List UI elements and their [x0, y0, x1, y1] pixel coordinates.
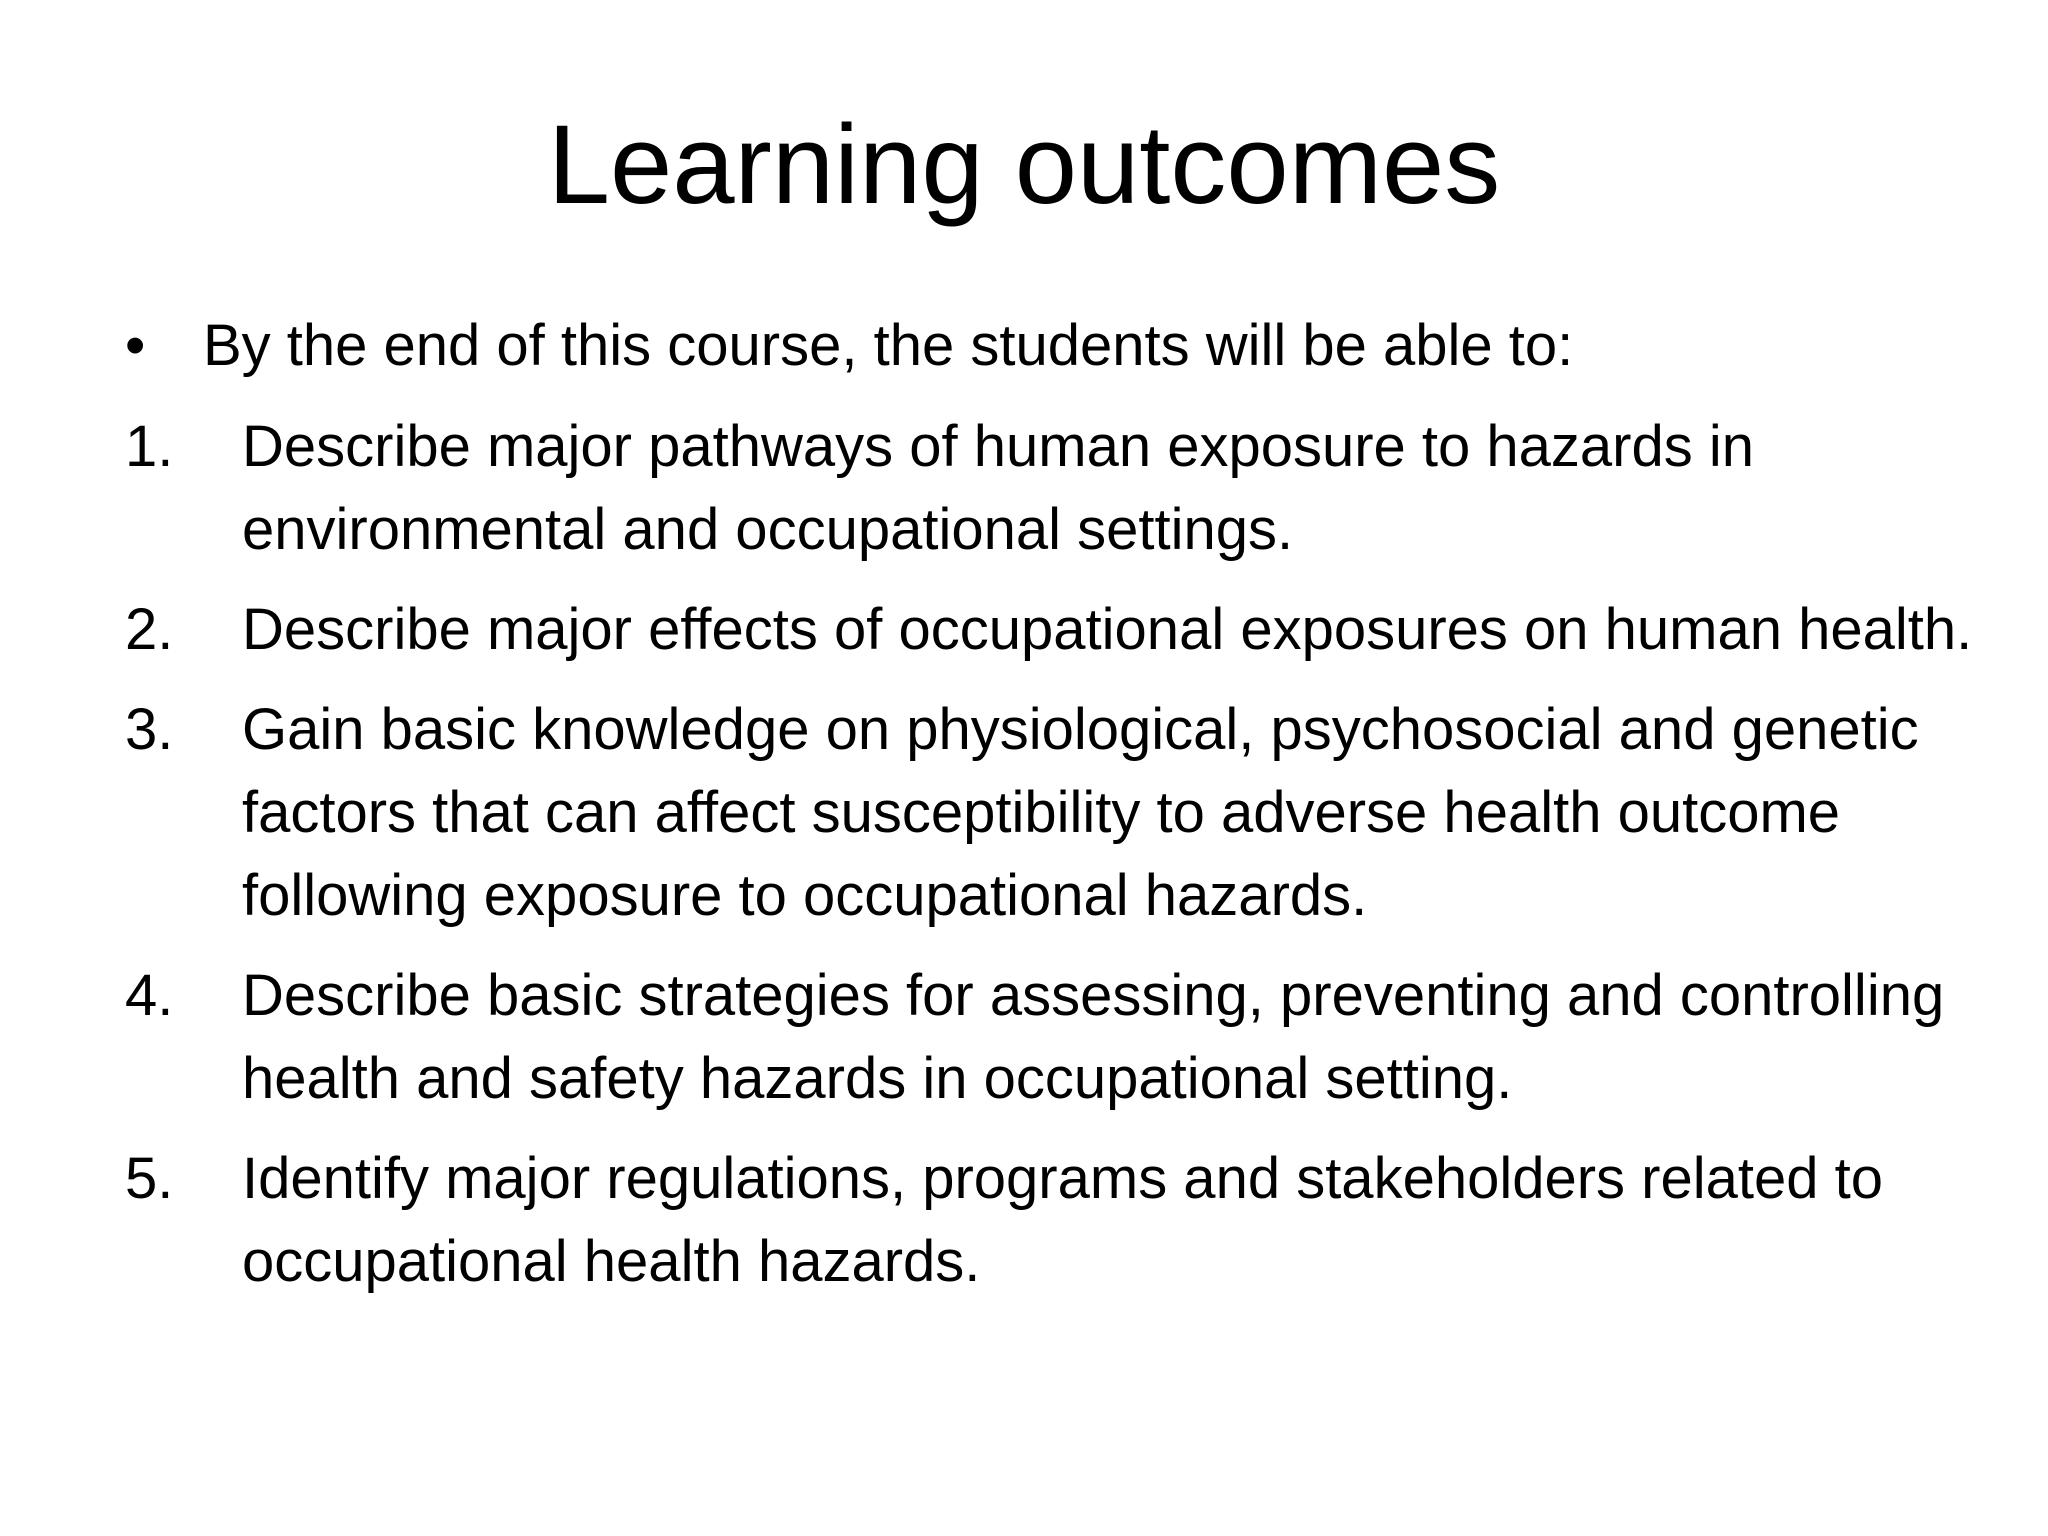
- outcome-text: Describe basic strategies for assessing, preventing and controlling health and safety hazards in occupational setting.: [242, 963, 1945, 1111]
- outcome-item-5: [125, 1137, 1985, 1303]
- slide-title: Learning outcomes: [547, 102, 1501, 227]
- bullet-icon: •: [125, 313, 146, 378]
- outcome-number: 2.: [125, 597, 174, 662]
- outcomes-list: [125, 405, 1985, 1320]
- outcome-text: Gain basic knowledge on physiological, psychosocial and genetic factors that can affect susceptibility to adverse health outcome following exposure to occupational hazards.: [242, 697, 1919, 928]
- outcome-item-4: [125, 954, 1985, 1120]
- outcome-text: Describe major pathways of human exposure to hazards in environmental and occupational settings.: [242, 414, 1754, 562]
- outcome-number: 5.: [125, 1146, 174, 1211]
- outcome-item-3: [125, 688, 1985, 937]
- outcome-number: 4.: [125, 963, 174, 1028]
- outcome-number: 3.: [125, 697, 174, 762]
- intro-bullet-item: [125, 310, 1975, 382]
- outcome-number: 1.: [125, 414, 174, 479]
- outcome-text: Describe major effects of occupational exposures on human health.: [242, 597, 1973, 662]
- outcome-item-2: [125, 588, 1985, 671]
- intro-text: By the end of this course, the students will be able to:: [203, 313, 1574, 378]
- outcome-item-1: [125, 405, 1985, 571]
- outcome-text: Identify major regulations, programs and stakeholders related to occupational health hazards.: [242, 1146, 1883, 1294]
